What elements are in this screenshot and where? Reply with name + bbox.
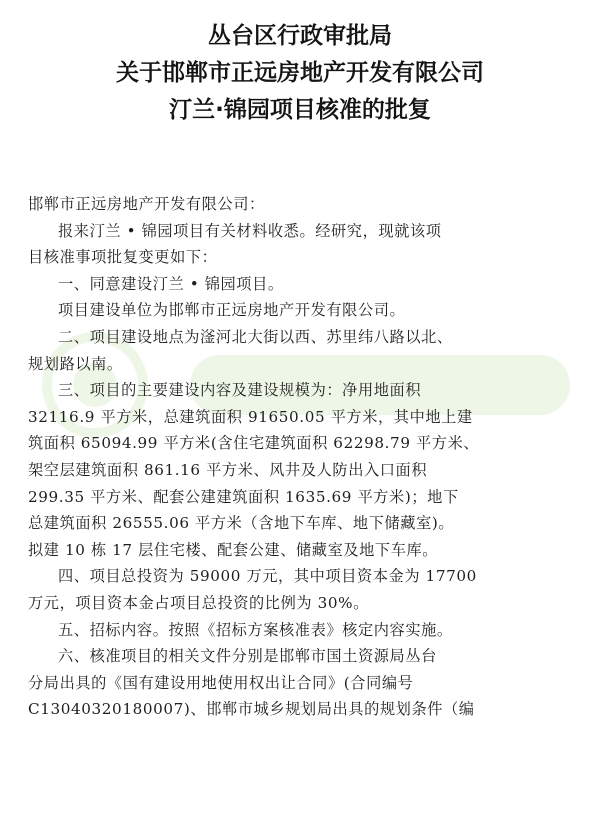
paragraph-line: 拟建 10 栋 17 层住宅楼、配套公建、储藏室及地下车库。: [28, 540, 439, 559]
item-5-line: 五、招标内容。按照《招标方案核准表》核定内容实施。: [58, 620, 453, 639]
paragraph-line: 筑面积 65094.99 平方米(含住宅建筑面积 62298.79 平方米、: [28, 434, 480, 453]
paragraph-line: 32116.9 平方米，总建筑面积 91650.05 平方米，其中地上建: [28, 407, 473, 426]
paragraph-line: 分局出具的《国有建设用地使用权出让合同》(合同编号: [28, 673, 414, 692]
title-recipient: 关于邯郸市正远房地产开发有限公司: [116, 60, 484, 86]
document-body: [28, 191, 578, 723]
item-2-line: 二、项目建设地点为滏河北大街以西、苏里纬八路以北、: [58, 327, 453, 346]
item-4-line: 四、项目总投资为 59000 万元，其中项目资本金为 17700: [58, 567, 477, 586]
item-1-line: 一、同意建设汀兰 • 锦园项目。: [58, 274, 284, 293]
item-3-line: 三、项目的主要建设内容及建设规模为：净用地面积: [58, 381, 422, 400]
item-6-line: 六、核准项目的相关文件分别是邯郸市国土资源局丛台: [58, 647, 437, 666]
paragraph-line: 总建筑面积 26555.06 平方米（含地下车库、地下储藏室)。: [28, 514, 455, 533]
paragraph-line: 规划路以南。: [28, 354, 123, 373]
salutation: 邯郸市正远房地产开发有限公司：: [28, 195, 265, 213]
paragraph-line: 项目建设单位为邯郸市正远房地产开发有限公司。: [58, 301, 406, 320]
document-title: [0, 18, 600, 129]
paragraph-line: C13040320180007)、邯郸市城乡规划局出具的规划条件（编: [28, 700, 475, 719]
title-issuer: 丛台区行政审批局: [208, 23, 392, 49]
paragraph-line: 目核准事项批复变更如下：: [28, 248, 218, 267]
paragraph-line: 299.35 平方米、配套公建建筑面积 1635.69 平方米)；地下: [28, 487, 459, 506]
paragraph-line: 报来汀兰 • 锦园项目有关材料收悉。经研究，现就该项: [58, 221, 442, 240]
paragraph-line: 万元，项目资本金占项目总投资的比例为 30%。: [28, 593, 369, 612]
paragraph-line: 架空层建筑面积 861.16 平方米、风井及人防出入口面积: [28, 460, 428, 479]
title-subject: 汀兰·锦园项目核准的批复: [169, 97, 431, 123]
